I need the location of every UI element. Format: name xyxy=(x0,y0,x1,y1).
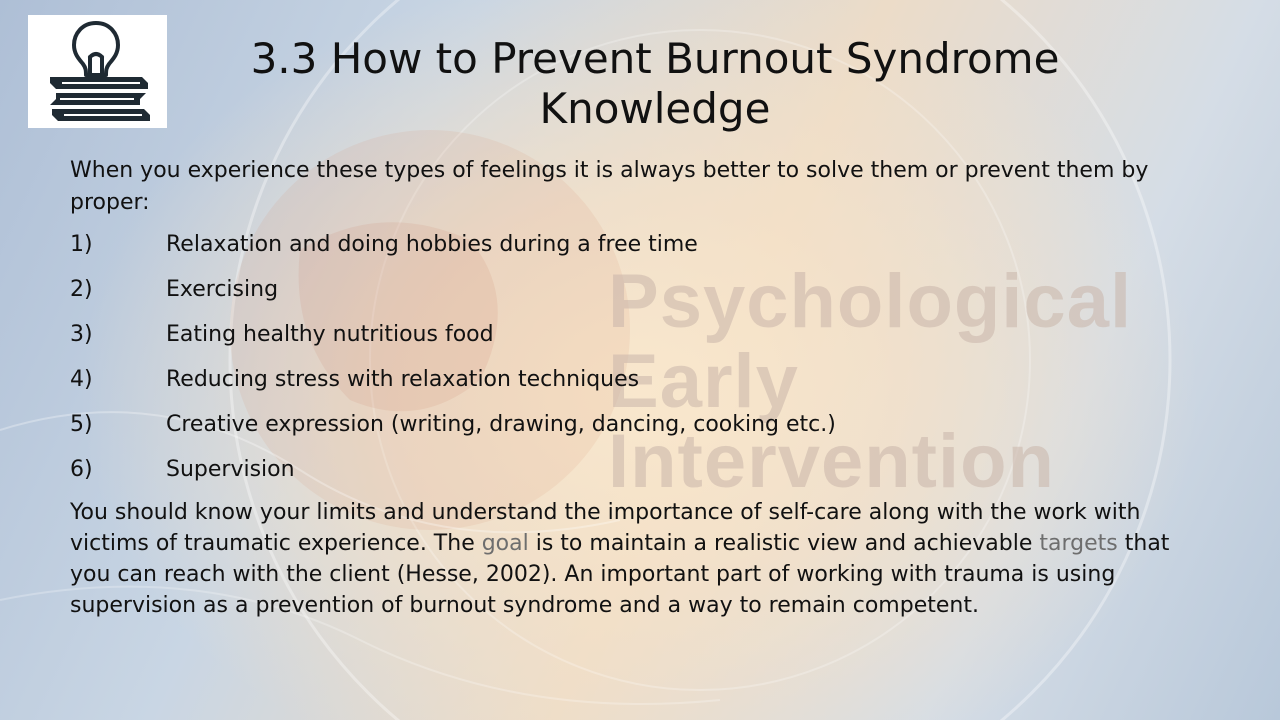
logo xyxy=(28,15,167,128)
goal-word: goal xyxy=(481,531,529,556)
list-item xyxy=(70,454,1210,499)
list-item-text: Supervision xyxy=(166,457,295,482)
closing-text-part-1: You should know your limits and understand the importance of self-care along with the work with victims of traumatic experience. The xyxy=(70,500,1141,556)
list-item-text: Creative expression (writing, drawing, dancing, cooking etc.) xyxy=(166,412,836,437)
slide-body xyxy=(70,155,1210,621)
closing-text-part-3: that you can reach with the client (Hesse, 2002). An important part of working with trauma is using supervision as a prevention of burnout syndrome and a way to remain competent. xyxy=(70,531,1170,618)
list-item xyxy=(70,364,1210,409)
book-stack-lightbulb-icon xyxy=(28,15,167,128)
closing-text-part-2: is to maintain a realistic view and achievable xyxy=(528,531,1040,556)
list-item-number: 1) xyxy=(70,232,93,257)
slide-title xyxy=(190,34,1120,134)
list-item-number: 6) xyxy=(70,457,93,482)
intro-paragraph: When you experience these types of feelings it is always better to solve them or prevent them by proper: xyxy=(70,158,1149,215)
closing-paragraph xyxy=(70,497,1210,621)
list-item-number: 5) xyxy=(70,412,93,437)
watermark-line-3: Intervention xyxy=(608,419,1055,504)
prevention-list xyxy=(70,229,1210,499)
list-item-text: Exercising xyxy=(166,277,279,302)
list-item-number: 4) xyxy=(70,367,93,392)
list-item-text: Relaxation and doing hobbies during a free time xyxy=(166,232,698,257)
watermark-line-2: Early xyxy=(608,339,799,424)
list-item-text: Eating healthy nutritious food xyxy=(166,322,494,347)
list-item-text: Reducing stress with relaxation techniques xyxy=(166,367,640,392)
list-item xyxy=(70,274,1210,319)
list-item-number: 2) xyxy=(70,277,93,302)
watermark-line-1: Psychological xyxy=(608,259,1133,344)
list-item xyxy=(70,409,1210,454)
list-item xyxy=(70,229,1210,274)
list-item-number: 3) xyxy=(70,322,93,347)
targets-word: targets xyxy=(1039,531,1118,556)
slide-title-line-1: 3.3 How to Prevent Burnout Syndrome xyxy=(250,34,1060,83)
slide-title-line-2: Knowledge xyxy=(539,84,771,133)
list-item xyxy=(70,319,1210,364)
